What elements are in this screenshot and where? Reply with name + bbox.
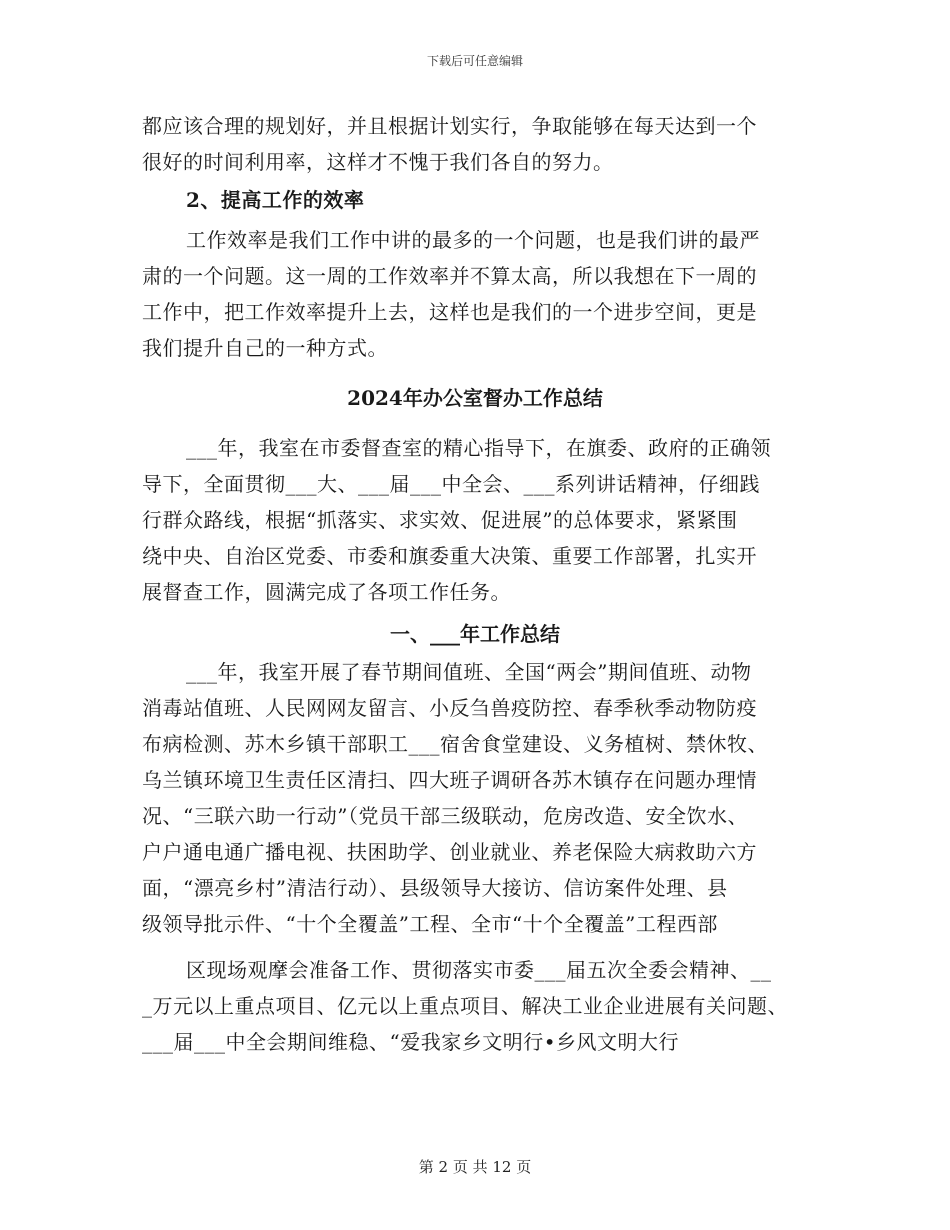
- page-header: 下载后可任意编辑: [426, 54, 523, 68]
- body-line: 工作中，把工作效率提升上去，这样也是我们的一个进步空间，更是: [142, 300, 757, 324]
- body-line: 都应该合理的规划好，并且根据计划实行，争取能够在每天达到一个: [142, 114, 757, 138]
- body-line: 布病检测、苏木乡镇干部职工___宿舍食堂建设、义务植树、禁休牧、: [142, 732, 768, 756]
- body-line: 面，“漂亮乡村”清洁行动）、县级领导大接访、信访案件处理、县: [142, 876, 728, 900]
- body-line: 乌兰镇环境卫生责任区清扫、四大班子调研各苏木镇存在问题办理情: [142, 768, 757, 792]
- body-line: _万元以上重点项目、亿元以上重点项目、解决工业企业进展有关问题、: [142, 994, 788, 1018]
- body-line: 很好的时间利用率，这样才不愧于我们各自的努力。: [142, 150, 614, 174]
- body-line: ___年，我室在市委督查室的精心指导下，在旗委、政府的正确领: [186, 436, 771, 460]
- body-line: 展督查工作，圆满完成了各项工作任务。: [142, 580, 511, 604]
- body-line: 户户通电通广播电视、扶困助学、创业就业、养老保险大病救助六方: [142, 840, 757, 864]
- page-footer: 第 2 页 共 12 页: [418, 1158, 532, 1176]
- body-line: 行群众路线，根据“抓落实、求实效、促进展”的总体要求，紧紧围: [142, 508, 738, 532]
- document-title: 2024年办公室督办工作总结: [347, 386, 603, 410]
- body-line: 消毒站值班、人民网网友留言、小反刍兽疫防控、春季秋季动物防疫: [142, 696, 757, 720]
- body-line: 绕中央、自治区党委、市委和旗委重大决策、重要工作部署，扎实开: [142, 544, 757, 568]
- section-heading: 2、提高工作的效率: [186, 188, 365, 212]
- body-line: 肃的一个问题。这一周的工作效率并不算太高，所以我想在下一周的: [142, 264, 757, 288]
- body-line: 况、“三联六助一行动”（党员干部三级联动，危房改造、安全饮水、: [142, 804, 748, 828]
- body-line: 区现场观摩会准备工作、贯彻落实市委___届五次全委会精神、__: [186, 958, 772, 982]
- body-line: 级领导批示件、“十个全覆盖”工程、全市“十个全覆盖”工程西部: [142, 912, 718, 936]
- body-line: ___届___中全会期间维稳、“爱我家乡文明行•乡风文明大行: [142, 1030, 680, 1054]
- body-line: 工作效率是我们工作中讲的最多的一个问题，也是我们讲的最严: [186, 228, 760, 252]
- body-line: ___年，我室开展了春节期间值班、全国“两会”期间值班、动物: [186, 660, 752, 684]
- body-line: 导下，全面贯彻___大、___届___中全会、___系列讲话精神，仔细践: [142, 472, 760, 496]
- body-line: 我们提升自己的一种方式。: [142, 336, 388, 360]
- section-heading: 一、___年工作总结: [390, 622, 560, 646]
